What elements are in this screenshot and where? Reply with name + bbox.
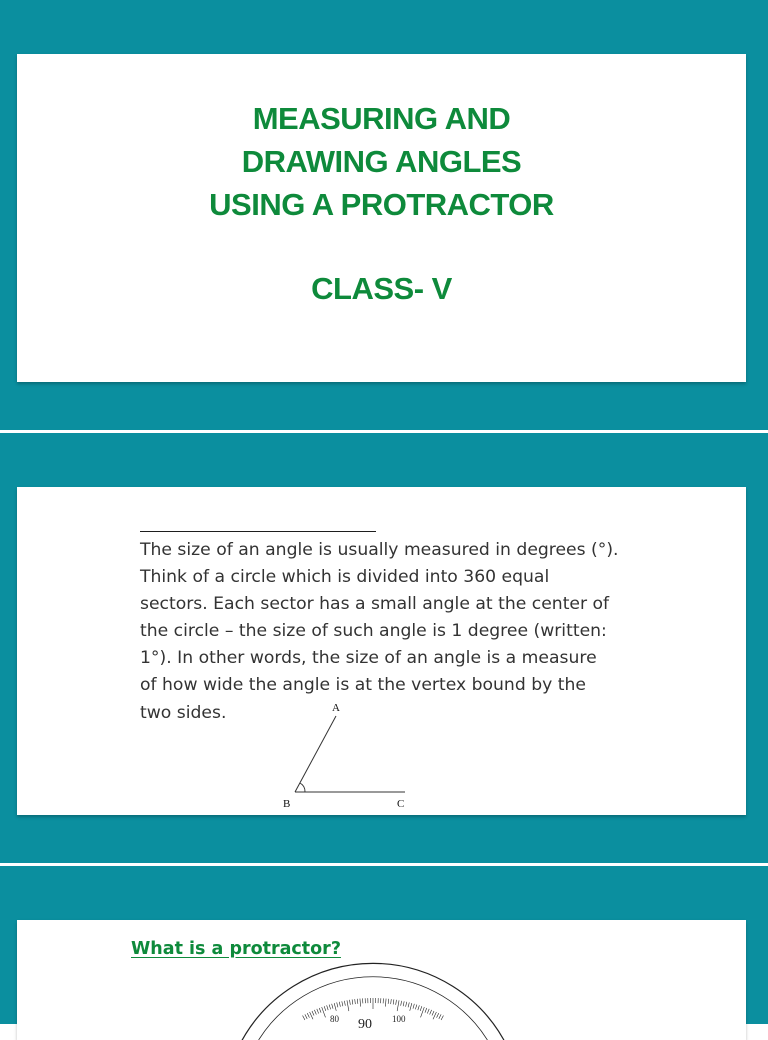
protractor-ticks <box>303 998 444 1020</box>
protractor-tick <box>391 999 392 1004</box>
scale-label-100: 100 <box>392 1014 406 1024</box>
protractor-tick <box>415 1005 416 1010</box>
protractor-tick <box>303 1016 305 1020</box>
angle-abc-diagram <box>276 698 416 816</box>
protractor-tick <box>307 1013 309 1017</box>
protractor-tick <box>437 1013 439 1017</box>
protractor-tick <box>425 1008 427 1013</box>
protractor-tick <box>413 1004 414 1009</box>
angle-arc <box>300 783 305 792</box>
scale-label-90: 90 <box>358 1017 372 1032</box>
protractor-tick <box>344 1001 345 1006</box>
ray-ba <box>295 716 336 792</box>
title-slide[interactable] <box>17 54 746 382</box>
class-label: CLASS- V <box>17 271 746 307</box>
protractor-tick <box>439 1014 441 1018</box>
protractor-tick <box>310 1012 313 1019</box>
protractor-tick <box>342 1001 343 1006</box>
protractor-tick <box>350 1000 351 1005</box>
protractor-tick <box>430 1010 432 1015</box>
protractor-tick <box>432 1011 434 1016</box>
protractor-tick <box>406 1002 407 1007</box>
protractor-tick <box>337 1002 338 1007</box>
protractor-tick <box>388 999 389 1004</box>
protractor-tick <box>408 1002 409 1007</box>
protractor-tick <box>420 1006 422 1011</box>
protractor-tick <box>403 1001 404 1006</box>
degree-explanation-text: The size of an angle is usually measured in degrees (°). Think of a circle which is divided into 360 equal sectors. Each sector has a small angle at the center of the circle – the size of such angle is 1 degree (written: 1°). In other words, the size of an angle is a measure of how wide the angle is at the vertex bound by the two sides. <box>140 537 645 727</box>
title-line-3: USING A PROTRACTOR <box>17 187 746 223</box>
protractor-tick <box>433 1012 436 1019</box>
protractor-tick <box>393 999 394 1004</box>
title-line-2: DRAWING ANGLES <box>17 144 746 180</box>
protractor-tick <box>305 1014 307 1018</box>
vertex-label-a: A <box>332 702 340 714</box>
protractor-tick <box>410 1003 412 1011</box>
protractor-tick <box>329 1005 330 1010</box>
protractor-tick <box>327 1005 329 1010</box>
title-line-1: MEASURING AND <box>17 101 746 137</box>
protractor-tick <box>396 1000 397 1005</box>
protractor-image <box>230 988 520 1024</box>
protractor-tick <box>357 999 358 1004</box>
protractor-tick <box>347 1000 349 1011</box>
protractor-tick <box>441 1016 443 1020</box>
protractor-tick <box>332 1004 333 1009</box>
protractor-tick <box>427 1009 429 1014</box>
vertex-label-b: B <box>283 798 290 810</box>
protractor-tick <box>324 1006 326 1011</box>
protractor-tick <box>334 1003 336 1011</box>
protractor-heading: What is a protractor? <box>131 939 341 959</box>
protractor-tick <box>360 999 361 1007</box>
protractor-tick <box>355 999 356 1004</box>
heading-underline <box>140 531 376 532</box>
protractor-tick <box>319 1008 321 1013</box>
protractor-tick <box>385 999 386 1007</box>
scale-label-80: 80 <box>330 1014 340 1024</box>
protractor-tick <box>317 1009 319 1014</box>
protractor-tick <box>314 1010 316 1015</box>
protractor-tick <box>418 1005 420 1010</box>
protractor-tick <box>339 1002 340 1007</box>
protractor-tick <box>312 1011 314 1016</box>
protractor-tick <box>352 999 353 1004</box>
protractor-tick <box>397 1000 399 1011</box>
vertex-label-c: C <box>397 798 404 810</box>
protractor-tick <box>401 1001 402 1006</box>
